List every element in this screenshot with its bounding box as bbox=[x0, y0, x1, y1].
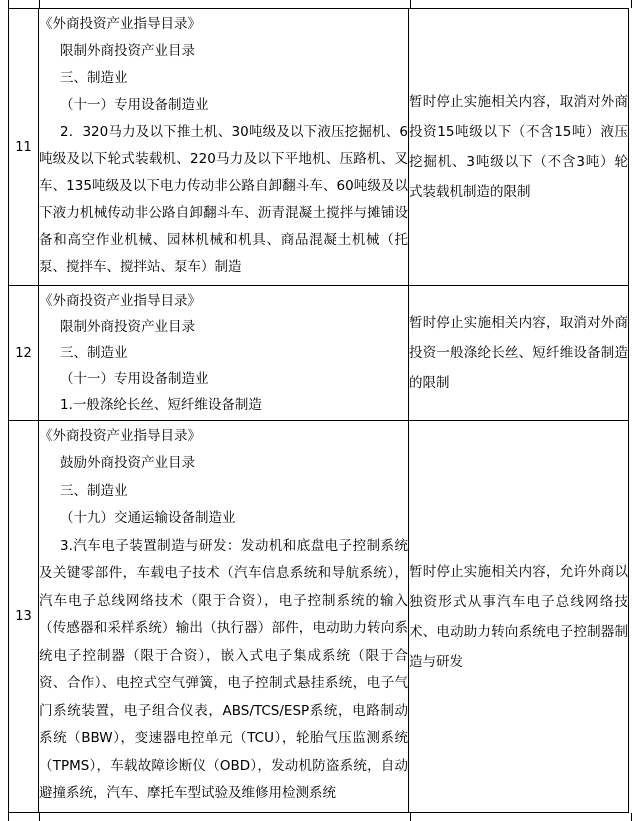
row-note-cell bbox=[409, 421, 629, 813]
catalog-title: 《外商投资产业指导目录》 bbox=[39, 427, 201, 444]
adjustment-note: 暂时停止实施相关内容，取消对外商投资一般涤纶长丝、短纤维设备制造的限制 bbox=[409, 315, 628, 391]
row-number-cell bbox=[9, 9, 39, 286]
adjustment-note: 暂时停止实施相关内容，允许外商以独资形式从事汽车电子总线网络技术、电动助力转向系统电子控制器制造与研发 bbox=[409, 563, 628, 670]
catalog-title: 《外商投资产业指导目录》 bbox=[39, 293, 201, 309]
partial-row-gridline bbox=[39, 0, 40, 8]
industry-heading: 三、制造业 bbox=[60, 345, 128, 361]
industry-subheading: （十一）专用设备制造业 bbox=[60, 97, 209, 113]
partial-row-gridline bbox=[410, 0, 411, 8]
item-text: 1.一般涤纶长丝、短纤维设备制造 bbox=[60, 397, 262, 413]
row-content-cell bbox=[39, 9, 409, 286]
partial-row-gridline bbox=[8, 0, 9, 8]
catalog-section: 限制外商投资产业目录 bbox=[60, 319, 195, 335]
row-number: 13 bbox=[15, 609, 32, 624]
row-note-cell bbox=[409, 9, 629, 286]
row-number: 12 bbox=[15, 345, 32, 361]
partial-row-gridline bbox=[39, 813, 40, 821]
catalog-table bbox=[8, 8, 629, 813]
row-content-cell bbox=[39, 421, 409, 813]
industry-subheading: （十一）专用设备制造业 bbox=[60, 371, 209, 387]
catalog-section: 限制外商投资产业目录 bbox=[60, 43, 195, 59]
table-row-13 bbox=[9, 421, 629, 813]
partial-row-gridline bbox=[8, 813, 9, 821]
item-text: 2．320马力及以下推土机、30吨级及以下液压挖掘机、6吨级及以下轮式装载机、220马力及以下平地机、压路机、叉车、135吨级及以下电力传动非公路自卸翻斗车、60吨级及以下液力机械传动非公路自卸翻斗车、沥青混凝土搅拌与摊铺设备和高空作业机械、园林机械和机具、商品混凝土机械（托泵、搅拌车、搅拌站、泵车）制造 bbox=[39, 124, 408, 275]
industry-heading: 三、制造业 bbox=[60, 70, 128, 86]
industry-subheading: （十九）交通运输设备制造业 bbox=[60, 510, 236, 526]
row-content-cell bbox=[39, 286, 409, 421]
table-row-12 bbox=[9, 286, 629, 421]
adjustment-note: 暂时停止实施相关内容，取消对外商投资15吨级以下（不含15吨）液压挖掘机、3吨级以下（不含3吨）轮式装载机制造的限制 bbox=[409, 94, 628, 200]
partial-row-gridline bbox=[631, 0, 632, 8]
partial-row-gridline bbox=[410, 813, 411, 821]
table-row-11 bbox=[9, 9, 629, 286]
catalog-title: 《外商投资产业指导目录》 bbox=[39, 16, 201, 32]
item-text: 3.汽车电子装置制造与研发：发动机和底盘电子控制系统及关键零部件，车载电子技术（汽车信息系统和导航系统），汽车电子总线网络技术（限于合资），电子控制系统的输入（传感器和采样系统）输出（执行器）部件，电动助力转向系统电子控制器（限于合资），嵌入式电子集成系统（限于合资、合作）、电控式空气弹簧，电子控制式悬挂系统，电子气门系统装置，电子组合仪表，ABS/TCS/ESP系统，电路制动系统（BBW），变速器电控单元（TCU），轮胎气压监测系统（TPMS），车载故障诊断仪（OBD），发动机防盗系统，自动避撞系统，汽车、摩托车型试验及维修用检测系统 bbox=[39, 537, 408, 801]
row-note-cell bbox=[409, 286, 629, 421]
row-number: 11 bbox=[15, 139, 32, 155]
row-number-cell bbox=[9, 286, 39, 421]
row-number-cell bbox=[9, 421, 39, 813]
industry-heading: 三、制造业 bbox=[60, 482, 128, 499]
catalog-section: 鼓励外商投资产业目录 bbox=[60, 455, 195, 471]
partial-row-gridline bbox=[631, 813, 632, 821]
